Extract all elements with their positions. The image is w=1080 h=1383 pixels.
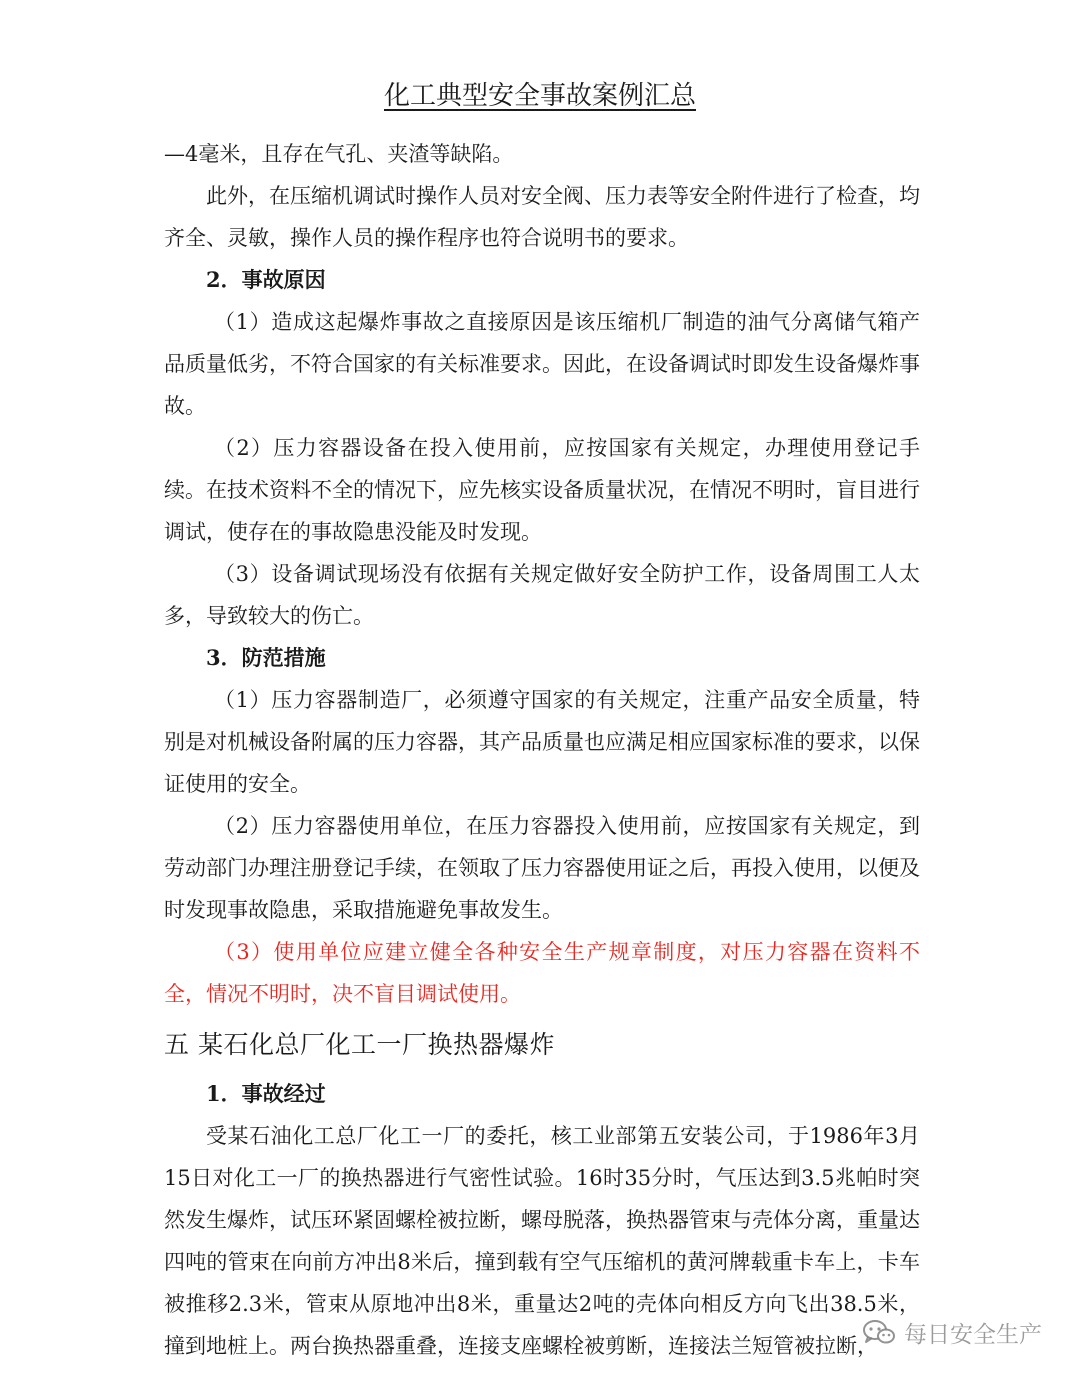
measure-item-2: （2）压力容器使用单位，在压力容器投入使用前，应按国家有关规定，到劳动部门办理注册登记手续，在领取了压力容器使用证之后，再投入使用，以便及时发现事故隐患，采取措施避免事故发生。 [164, 814, 920, 922]
heading-accident-process: 1．事故经过 [206, 1081, 326, 1106]
measure-item-1: （1）压力容器制造厂，必须遵守国家的有关规定，注重产品安全质量，特别是对机械设备附属的压力容器，其产品质量也应满足相应国家标准的要求，以保证使用的安全。 [164, 688, 920, 796]
cause-item-3: （3）设备调试现场没有依据有关规定做好安全防护工作，设备周围工人太多，导致较大的伤亡。 [164, 562, 920, 628]
heading-preventive-measures: 3．防范措施 [206, 645, 326, 670]
watermark [862, 1316, 1042, 1349]
paragraph-continuation: —4毫米，且存在气孔、夹渣等缺陷。 [164, 142, 514, 166]
document-title: 化工典型安全事故案例汇总 [383, 81, 696, 111]
process-paragraph-1: 受某石油化工总厂化工一厂的委托，核工业部第五安装公司，于1986年3月15日对化工一厂的换热器进行气密性试验。16时35分时，气压达到3.5兆帕时突然发生爆炸，试压环紧固螺栓被拉断，螺母脱落，换热器管束与壳体分离，重量达四吨的管束在向前方冲出8米后，撞到载有空气压缩机的黄河牌载重卡车上，卡车被推移2.3米，管束从原地冲出8米，重量达2吨的壳体向相反方向飞出38.5米，撞到地桩上。两台换热器重叠，连接支座螺栓被剪断，连接法兰短管被拉断， [164, 1124, 920, 1358]
cause-item-2: （2）压力容器设备在投入使用前，应按国家有关规定，办理使用登记手续。在技术资料不全的情况下，应先核实设备质量状况，在情况不明时，盲目进行调试，使存在的事故隐患没能及时发现。 [164, 436, 920, 544]
paragraph-besides: 此外，在压缩机调试时操作人员对安全阀、压力表等安全附件进行了检查，均齐全、灵敏，操作人员的操作程序也符合说明书的要求。 [164, 184, 920, 250]
document-body [164, 133, 920, 1367]
measure-item-3-highlighted: （3）使用单位应建立健全各种安全生产规章制度，对压力容器在资料不全，情况不明时，决不盲目调试使用。 [164, 940, 920, 1006]
section-5-title: 五 某石化总厂化工一厂换热器爆炸 [164, 1030, 555, 1059]
cause-item-1: （1）造成这起爆炸事故之直接原因是该压缩机厂制造的油气分离储气箱产品质量低劣，不符合国家的有关标准要求。因此，在设备调试时即发生设备爆炸事故。 [164, 310, 920, 418]
heading-accident-cause: 2．事故原因 [206, 267, 326, 292]
watermark-text: 每日安全生产 [904, 1322, 1042, 1348]
wechat-icon [862, 1318, 896, 1348]
